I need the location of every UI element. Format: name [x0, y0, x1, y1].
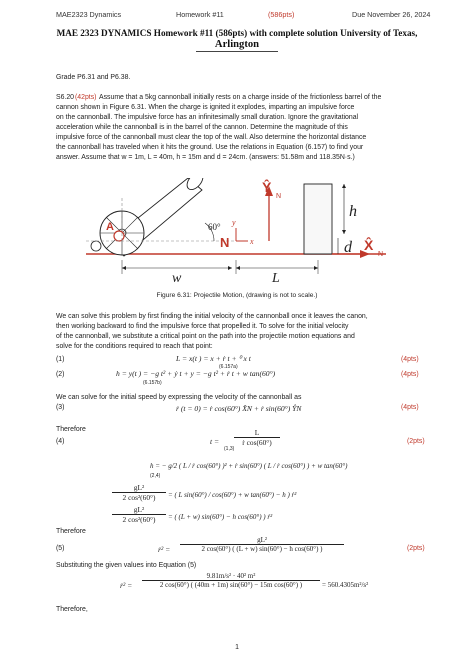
eq2: h = y(t ) = −g t² + ẏ t + y = −g t² + ṙ t + w tan(60°): [116, 369, 276, 378]
eq5-lhs: ṙ² =: [158, 545, 171, 554]
problem-line: impulsive force of the cannonball must clear the top of the wall. Also determine the horizontal distance: [56, 134, 367, 141]
title-underline: [196, 51, 278, 52]
solution-intro: then working backward to find the impulsive force that propelled it. To solve for the initial velocity: [56, 323, 349, 330]
problem-line: acceleration while the cannonball is in the barrel of the cannon. Determine the magnitude of this: [56, 124, 348, 131]
eq4c: = ( L sin(60°) / cos(60°) + w tan(60°) − h ) ṙ²: [168, 491, 297, 499]
svg-text:N: N: [378, 251, 384, 258]
svg-text:N: N: [276, 193, 282, 200]
substitution-text: Substituting the given values into Equation (5): [56, 562, 197, 569]
eq2-number: (2): [56, 371, 65, 378]
eq1-number: (1): [56, 356, 65, 363]
eq6-fraction: $\frac{\text{9.81m/s² · 40² m²}}{\text{2 cos(60°) ( (40m + 1m) sin(60°) − 15m cos(60°) )}}$: [142, 572, 320, 589]
N-label: N: [220, 235, 230, 250]
L-label: L: [272, 271, 280, 286]
cannonball: [114, 231, 124, 241]
page-title-line2: Arlington: [214, 39, 260, 50]
page-number: 1: [235, 644, 239, 651]
solution-intro: We can solve this problem by first finding the initial velocity of the cannonball once it leaves the canon,: [56, 313, 368, 320]
eq4-points: (2pts): [407, 438, 425, 445]
eq4d-lhs: $\frac{\text{gL²}}{\text{2 cos²(60°)}}$: [112, 505, 166, 524]
y-axis-label: y: [232, 218, 236, 227]
Y-label: Ŷ: [262, 179, 272, 195]
eq4b: h = − g/2 ( L / ṙ cos(60°) )² + ṙ sin(60°) ( L / ṙ cos(60°) ) + w tan(60°): [150, 462, 348, 470]
eq4-lhs: t =: [210, 437, 220, 446]
eq4-ref: (1,3): [224, 446, 235, 452]
eq6-result: = 560.4305m²/s²: [322, 581, 369, 589]
problem-line: cannon shown in Figure 6.31. When the charge is ignited it explodes, imparting an impulsive force: [56, 104, 355, 111]
eq1-points: (4pts): [401, 356, 419, 363]
header-due: Due November 26, 2024: [352, 10, 431, 19]
problem-points: (42pts): [75, 94, 97, 101]
eq4b-ref: (2,4): [150, 473, 161, 479]
eq6-lhs: ṙ² =: [120, 581, 133, 590]
header-course: MAE2323 Dynamics: [56, 10, 122, 19]
eq4-fraction: [234, 428, 280, 447]
eq5-number: (5): [56, 545, 65, 552]
solution-intro: solve for the conditions required to reach that point:: [56, 343, 213, 350]
grade-note: Grade P6.31 and P6.38.: [56, 74, 131, 81]
therefore-2: Therefore: [56, 528, 86, 535]
eq2-points: (4pts): [401, 371, 419, 378]
problem-line: Assume that a 5kg cannonball initially rests on a charge inside of the frictionless barrel of the: [99, 94, 382, 101]
eq5-points: (2pts): [407, 545, 425, 552]
eq4d: = ( (L + w) sin(60°) − h cos(60°) ) ṙ²: [168, 513, 273, 521]
solution-intro: of the cannonball, we substitute a critical point on the path into the projectile motion equations and: [56, 333, 355, 340]
eq1-ref: (6.157a): [219, 364, 238, 370]
eq1: L = x(t ) = x + ṙ t + ⁰ x t: [176, 354, 251, 363]
eq4-number: (4): [56, 438, 65, 445]
eq3: ṙ (t = 0) = ṙ cos(60°) X̂N + ṙ sin(60°) ŶN: [176, 404, 302, 413]
therefore-1: Therefore: [56, 426, 86, 433]
page-title-line1: MAE 2323 DYNAMICS Homework #11 (586pts) with complete solution University of Texas,: [56, 28, 418, 38]
mid-text: We can solve for the initial speed by expressing the velocity of the cannonball as: [56, 394, 302, 401]
x-axis-label: x: [250, 237, 254, 246]
X-label: X̂: [364, 237, 374, 253]
eq3-points: (4pts): [401, 404, 419, 411]
A-label: A: [106, 221, 114, 233]
eq3-number: (3): [56, 404, 65, 411]
problem-line: on the cannonball. The impulsive force has an infinitesimally small duration. Ignore the gravitational: [56, 114, 359, 121]
w-label: w: [172, 271, 182, 286]
header-points: (586pts): [268, 10, 295, 19]
figure-caption: Figure 6.31: Projectile Motion, (drawing is not to scale.): [156, 292, 318, 299]
wall: [304, 184, 332, 254]
problem-line: answer. Assume that w = 1m, L = 40m, h = 15m and d = 24cm. (answers: 51.58m and 118.35N·s.): [56, 154, 355, 161]
angle-label: 60°: [208, 222, 221, 232]
eq4-numerator: L: [254, 428, 260, 437]
h-label: h: [349, 203, 357, 220]
eq4-denominator: ṙ cos(60°): [234, 437, 280, 447]
cannon-figure: [86, 178, 386, 286]
header-homework: Homework #11: [176, 10, 224, 19]
eq5-fraction: $\frac{\text{gL²}}{\text{2 cos(60°) ( (L + w) sin(60°) − h cos(60°) )}}$: [180, 536, 344, 553]
eq4c-lhs: $\frac{\text{gL²}}{\text{2 cos²(60°)}}$: [112, 483, 166, 502]
eq2-ref: (6.157b): [143, 380, 162, 386]
d-label: d: [344, 239, 352, 256]
therefore-3: Therefore,: [56, 606, 88, 613]
problem-number: S6.20: [56, 94, 75, 101]
problem-line: the cannonball has traveled when it hits the ground. Use the relations in Equation (6.157) to find your: [56, 144, 364, 151]
